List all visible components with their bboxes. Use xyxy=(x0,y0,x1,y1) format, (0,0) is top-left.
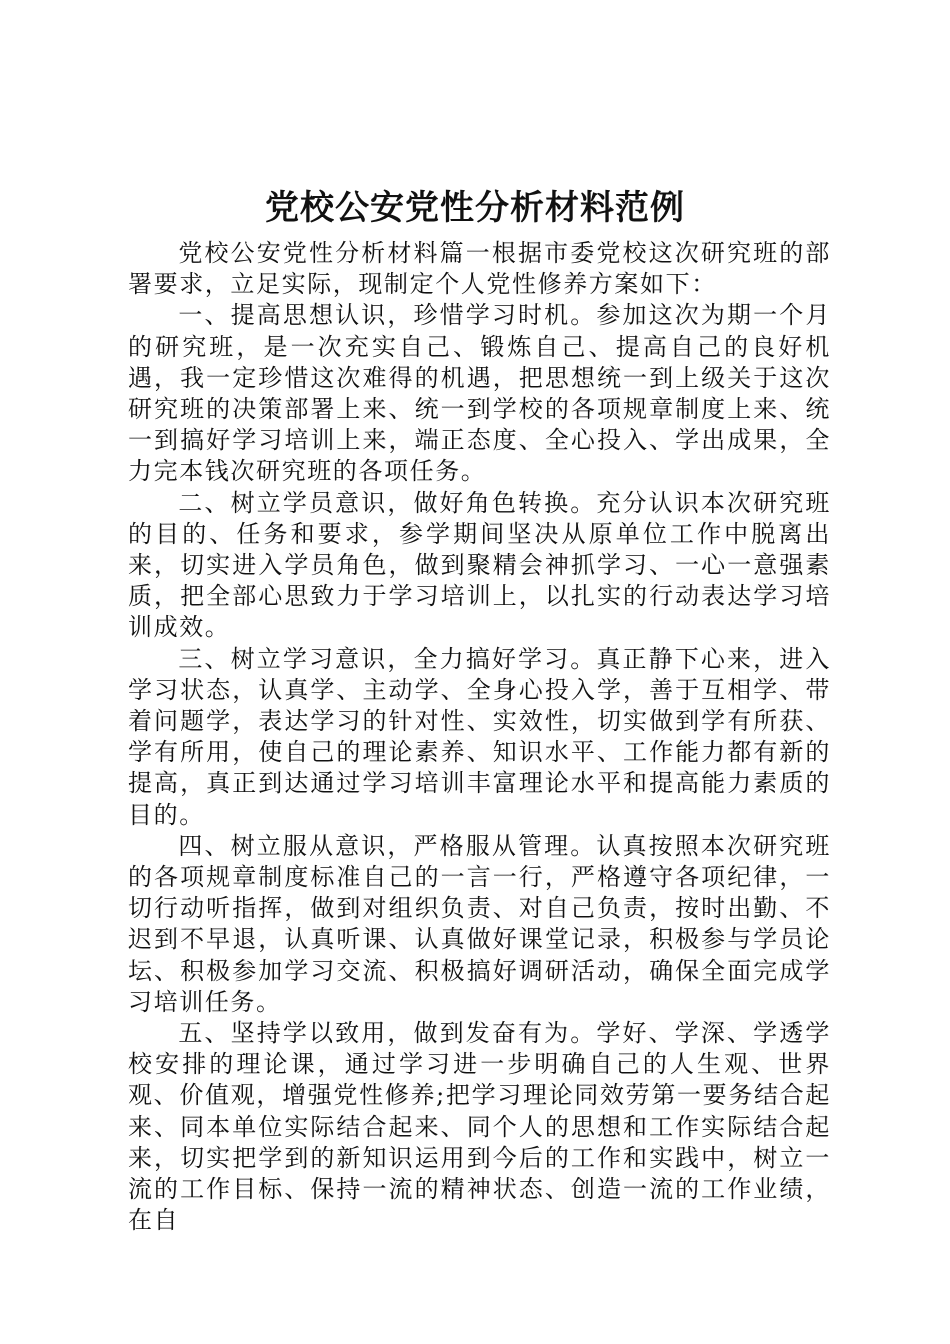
paragraph-1: 一、提高思想认识，珍惜学习时机。参加这次为期一个月的研究班，是一次充实自己、锻炼自己、提高自己的良好机遇，我一定珍惜这次难得的机遇，把思想统一到上级关于这次研究班的决策部署上来、统一到学校的各项规章制度上来、统一到搞好学习培训上来，端正态度、全心投入、学出成果，全力完本钱次研究班的各项任务。 xyxy=(128,301,831,486)
paragraph-intro: 党校公安党性分析材料篇一根据市委党校这次研究班的部署要求，立足实际，现制定个人党性修养方案如下： xyxy=(128,239,831,299)
paragraph-5: 五、坚持学以致用，做到发奋有为。学好、学深、学透学校安排的理论课，通过学习进一步明确自己的人生观、世界观、价值观，增强党性修养;把学习理论同效劳第一要务结合起来、同本单位实际结合起来、同个人的思想和工作实际结合起来，切实把学到的新知识运用到今后的工作和实践中，树立一流的工作目标、保持一流的精神状态、创造一流的工作业绩，在自 xyxy=(128,1019,831,1235)
page-title: 党校公安党性分析材料范例 xyxy=(265,188,685,228)
paragraph-4: 四、树立服从意识，严格服从管理。认真按照本次研究班的各项规章制度标准自己的一言一行，严格遵守各项纪律，一切行动听指挥，做到对组织负责、对自己负责，按时出勤、不迟到不早退，认真听课、认真做好课堂记录，积极参与学员论坛、积极参加学习交流、积极搞好调研活动，确保全面完成学习培训任务。 xyxy=(128,831,831,1016)
paragraph-3: 三、树立学习意识，全力搞好学习。真正静下心来，进入学习状态，认真学、主动学、全身心投入学，善于互相学、带着问题学，表达学习的针对性、实效性，切实做到学有所获、学有所用，使自己的理论素养、知识水平、工作能力都有新的提高，真正到达通过学习培训丰富理论水平和提高能力素质的目的。 xyxy=(128,644,831,829)
paragraph-2: 二、树立学员意识，做好角色转换。充分认识本次研究班的目的、任务和要求，参学期间坚决从原单位工作中脱离出来，切实进入学员角色，做到聚精会神抓学习、一心一意强素质，把全部心思致力于学习培训上，以扎实的行动表达学习培训成效。 xyxy=(128,488,831,642)
document-body xyxy=(128,238,831,1237)
